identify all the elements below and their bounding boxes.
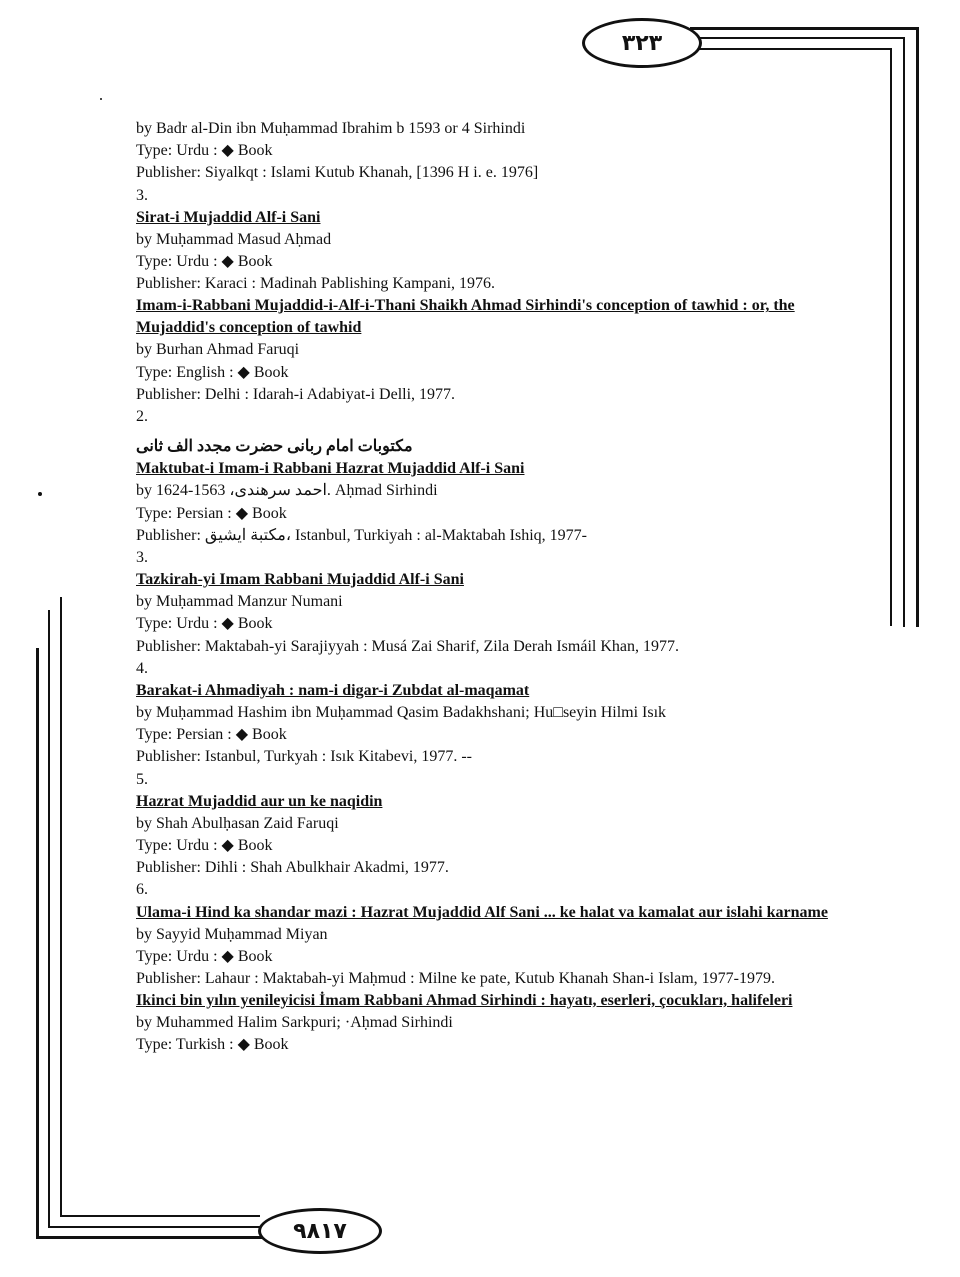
- frame-left-outer: [36, 648, 39, 1238]
- entry-author: by Sayyid Muḥammad Miyan: [136, 925, 328, 943]
- entry-type: Type: Persian : ◆ Book: [136, 726, 287, 744]
- entry-title[interactable]: Tazkirah-yi Imam Rabbani Mujaddid Alf-i Sani: [136, 571, 464, 589]
- entry-author: by احمد سرهندی، 1563-1624. Aḥmad Sirhindi: [136, 482, 438, 500]
- entry-author: by Muhammed Halim Sarkpuri; ·Aḥmad Sirhindi: [136, 1014, 453, 1032]
- entry-type: Type: Urdu : ◆ Book: [136, 947, 273, 965]
- entry-publisher: Publisher: Lahaur : Maktabah-yi Maḥmud : Milne ke pate, Kutub Khanah Shan-i Islam, 1977-1979.: [136, 970, 775, 988]
- entry-type: Type: Urdu : ◆ Book: [136, 142, 273, 160]
- entry-type: Type: Urdu : ◆ Book: [136, 615, 273, 633]
- frame-right-inner2: [890, 48, 892, 626]
- entry-type: Type: Persian : ◆ Book: [136, 504, 287, 522]
- frame-top-outer: [690, 27, 918, 30]
- entry-title[interactable]: Imam-i-Rabbani Mujaddid-i-Alf-i-Thani Shaikh Ahmad Sirhindi's conception of tawhid : or, the Mujaddid's conception of tawhid: [136, 297, 795, 337]
- frame-right-outer: [916, 27, 919, 627]
- entry-publisher: Publisher: Dihli : Shah Abulkhair Akadmi, 1977.: [136, 859, 449, 877]
- entry-title[interactable]: Ulama-i Hind ka shandar mazi : Hazrat Mujaddid Alf Sani ... ke halat va kamalat aur islahi karname: [136, 903, 828, 921]
- entry-number: 6.: [136, 881, 148, 899]
- bottom-page-number: ۹۸۱۷: [258, 1208, 382, 1254]
- scan-speck: [100, 98, 102, 100]
- frame-top-inner: [695, 37, 905, 39]
- entry-author: by Muḥammad Masud Aḥmad: [136, 230, 332, 248]
- entry-author: by Burhan Ahmad Faruqi: [136, 341, 300, 359]
- entry-number: 3.: [136, 549, 148, 567]
- entry-publisher: Publisher: مكتبة ايشيق، Istanbul, Turkiyah : al-Maktabah Ishiq, 1977-: [136, 526, 588, 544]
- frame-left-inner: [48, 610, 50, 1228]
- entry-publisher: Publisher: Karaci : Madinah Pablishing Kampani, 1976.: [136, 275, 496, 293]
- entry-type: Type: Urdu : ◆ Book: [136, 837, 273, 855]
- entry-title[interactable]: Barakat-i Ahmadiyah : nam-i digar-i Zubdat al-maqamat: [136, 682, 530, 700]
- entry-type: Type: Turkish : ◆ Book: [136, 1036, 289, 1054]
- entry-title[interactable]: Ikinci bin yılın yenileyicisi İmam Rabbani Ahmad Sirhindi : hayatı, eserleri, çocukları, halifeleri: [136, 992, 793, 1010]
- entry-number: 2.: [136, 408, 148, 426]
- top-page-number: ۳۲۳: [582, 18, 702, 68]
- entry-title[interactable]: Sirat-i Mujaddid Alf-i Sani: [136, 208, 321, 226]
- frame-top-inner2: [690, 48, 892, 50]
- entry-title[interactable]: Maktubat-i Imam-i Rabbani Hazrat Mujaddid Alf-i Sani: [136, 460, 525, 478]
- entry-line: by Badr al-Din ibn Muḥammad Ibrahim b 1593 or 4 Sirhindi: [136, 120, 526, 137]
- entry-number: 3.: [136, 186, 148, 204]
- entry-publisher: Publisher: Maktabah-yi Sarajiyyah : Musá Zai Sharif, Zila Derah Ismáil Khan, 1977.: [136, 637, 679, 655]
- frame-left-inner2: [60, 597, 62, 1217]
- entry-number: 5.: [136, 770, 148, 788]
- entry-title[interactable]: Hazrat Mujaddid aur un ke naqidin: [136, 792, 383, 810]
- entry-publisher: Publisher: Delhi : Idarah-i Adabiyat-i Delli, 1977.: [136, 385, 456, 403]
- entry-publisher: Publisher: Istanbul, Turkyah : Isık Kitabevi, 1977. --: [136, 748, 472, 766]
- entry-number: 4.: [136, 659, 148, 677]
- frame-right-inner: [903, 37, 905, 627]
- frame-bottom-inner: [48, 1226, 260, 1228]
- entry-author: by Muḥammad Manzur Numani: [136, 593, 343, 611]
- entry-type: Type: Urdu : ◆ Book: [136, 253, 273, 271]
- entry-type: Type: English : ◆ Book: [136, 363, 289, 381]
- scan-speck: [38, 492, 42, 496]
- bibliography-list: [136, 118, 836, 1057]
- entry-author: by Shah Abulḥasan Zaid Faruqi: [136, 814, 339, 832]
- entry-author: by Muḥammad Hashim ibn Muḥammad Qasim Badakhshani; Hu□seyin Hilmi Isık: [136, 704, 667, 722]
- entry-publisher: Publisher: Siyalkqt : Islami Kutub Khanah, [1396 H i. e. 1976]: [136, 164, 539, 182]
- frame-bottom-outer: [36, 1236, 264, 1239]
- entry-arabic-title: مکتوبات امام ربانی حضرت مجدد الف ثانی: [136, 438, 413, 456]
- frame-bottom-inner2: [60, 1215, 260, 1217]
